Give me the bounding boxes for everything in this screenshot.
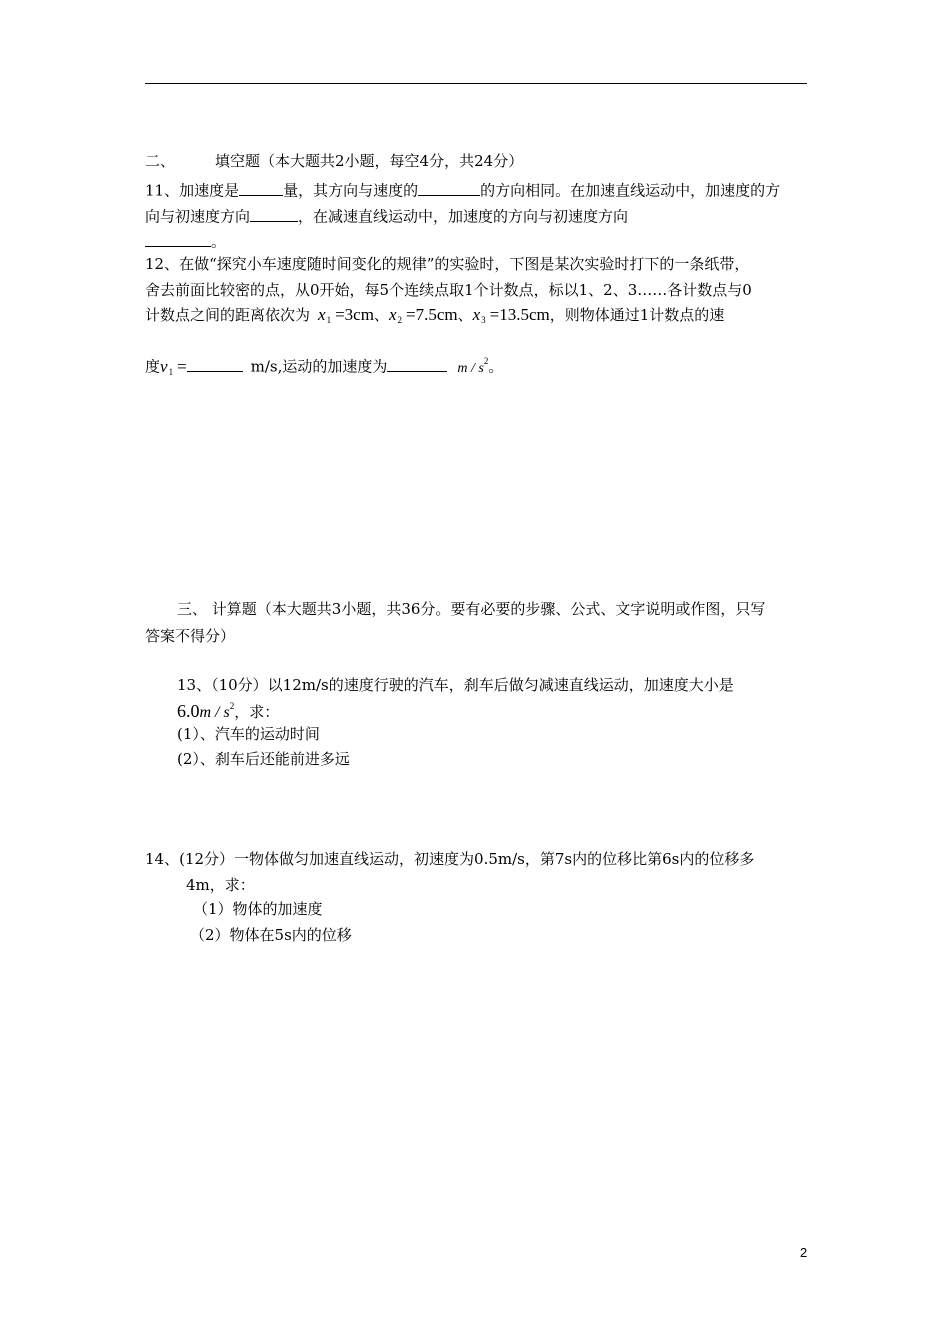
q13-sub1: (1）、汽车的运动时间 xyxy=(177,725,320,743)
q14-sub2: （2）物体在5s内的位移 xyxy=(190,926,352,944)
q13-acc-unit: m / $s^2$ xyxy=(199,701,235,721)
q12-end: 。 xyxy=(488,357,504,376)
q11-blank-1 xyxy=(239,178,283,196)
q12-v1: $v_1$ = xyxy=(160,356,187,377)
q14-line2: 4m，求： xyxy=(186,876,255,894)
q11-blank-4 xyxy=(145,229,211,247)
q11-line1 xyxy=(145,178,780,201)
q13-line1: 13、（10分）以12m/s的速度行驶的汽车，刹车后做匀减速直线运动，加速度大小是 xyxy=(177,676,734,694)
q13-sub2: (2）、刹车后还能前进多远 xyxy=(177,750,350,768)
q11-text-a: 11、加速度是 xyxy=(145,181,240,200)
q12-line1: 12、在做“探究小车速度随时间变化的规律”的实验时，下图是某次实验时打下的一条纸带， xyxy=(145,255,750,273)
q11-line3 xyxy=(145,229,226,252)
q12-line4-pre: 度 xyxy=(145,357,161,376)
section3-line2: 答案不得分） xyxy=(145,627,236,645)
q11-text-d: 向与初速度方向 xyxy=(145,207,251,226)
q12-x1: $x_1 =3cm$ xyxy=(318,305,374,325)
q11-text-f: 。 xyxy=(211,232,227,251)
q12-unit1: m/s,运动的加速度为 xyxy=(250,357,388,376)
q14-line1: 14、(12分）一物体做匀加速直线运动，初速度为0.5m/s，第7s内的位移比第6s内的位移多 xyxy=(145,850,755,868)
section2-title: 填空题（本大题共2小题，每空4分，共24分） xyxy=(215,152,524,170)
q12-line3-pre: 计数点之间的距离依次为 xyxy=(145,306,311,324)
q12-x3: $x_3 =13.5cm$ xyxy=(472,305,550,325)
q11-text-b: 量，其方向与速度的 xyxy=(283,181,419,200)
q14-sub1: （1）物体的加速度 xyxy=(193,900,323,918)
q12-acc-unit: m / $s^2$ xyxy=(457,355,489,376)
q13-after: ，求： xyxy=(234,703,280,721)
q11-text-c: 的方向相同。在加速直线运动中，加速度的方 xyxy=(480,181,781,200)
section2-heading xyxy=(145,152,523,172)
section2-number: 二、 xyxy=(145,152,176,170)
q12-sep-2: 、 xyxy=(457,306,473,324)
q12-x2: $x_2 =7.5cm$ xyxy=(388,305,458,325)
page-number: 2 xyxy=(800,1245,808,1260)
q12-line2: 舍去前面比较密的点，从0开始，每5个连续点取1个计数点，标以1、2、3……各计数点与0 xyxy=(145,281,752,299)
q12-line3 xyxy=(145,304,724,327)
q11-blank-3 xyxy=(250,204,298,222)
q12-line3-post: ，则物体通过1计数点的速 xyxy=(549,306,725,324)
q13-line2 xyxy=(177,700,279,724)
q12-blank-velocity xyxy=(187,354,243,372)
header-rule xyxy=(145,83,807,84)
q11-blank-2 xyxy=(418,178,480,196)
q12-line4 xyxy=(145,354,503,378)
q12-blank-acceleration xyxy=(387,354,447,372)
q11-text-e: ，在减速直线运动中，加速度的方向与初速度方向 xyxy=(298,207,629,226)
section3-line1: 三、 计算题（本大题共3小题，共36分。要有必要的步骤、公式、文字说明或作图，只写 xyxy=(177,600,766,618)
q13-acc-num: 6.0 xyxy=(177,701,200,721)
q12-sep-1: 、 xyxy=(373,306,389,324)
q11-line2 xyxy=(145,204,628,227)
